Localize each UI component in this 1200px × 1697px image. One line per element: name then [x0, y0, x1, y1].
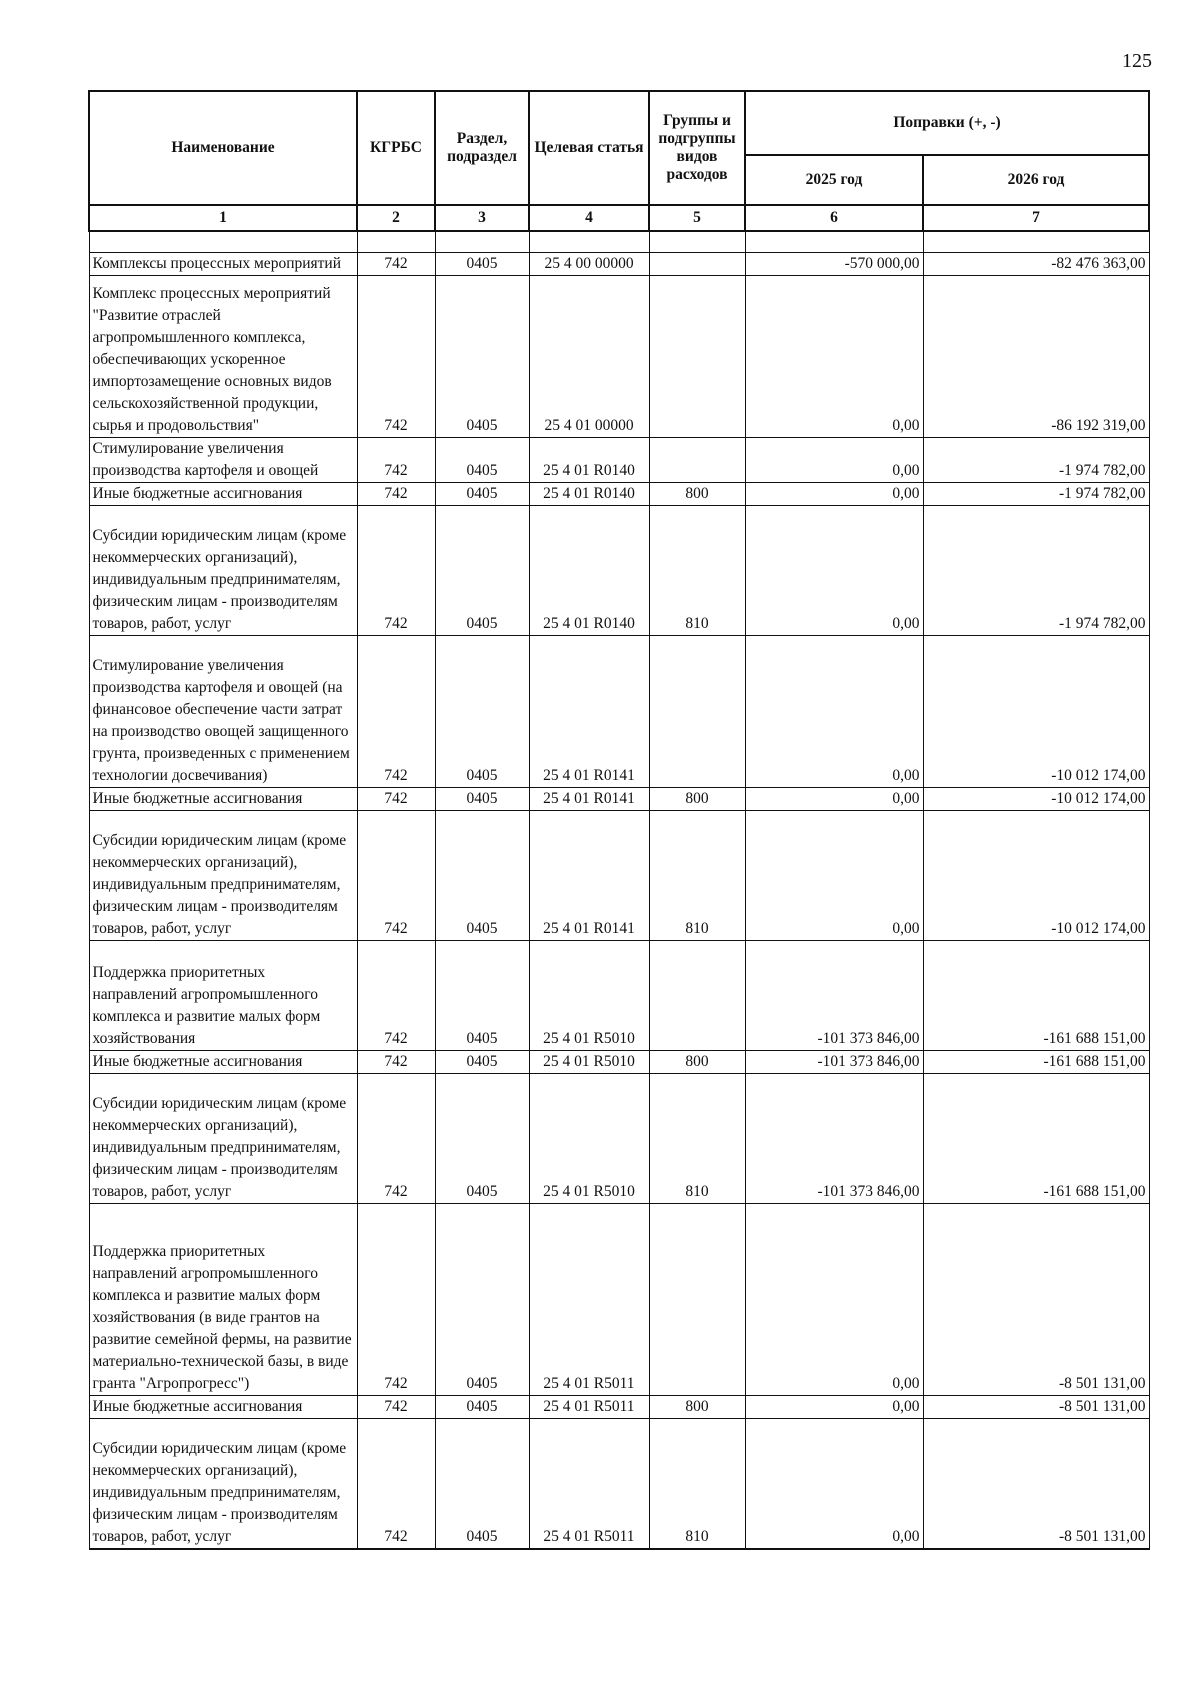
column-number: 2	[357, 205, 435, 231]
row-amendment-2026: -10 012 174,00	[923, 811, 1149, 941]
header-amendments: Поправки (+, -)	[745, 91, 1149, 155]
row-amendment-2025: 0,00	[745, 1419, 923, 1549]
row-amendment-2025: 0,00	[745, 788, 923, 811]
row-name: Стимулирование увеличения производства картофеля и овощей (на финансовое обеспечение части затрат на производство овощей защищенного грунта, произведенных с применением технологии досвечивания)	[89, 636, 357, 788]
row-kgrbs: 742	[357, 438, 435, 483]
table-row	[89, 941, 1149, 1051]
row-section: 0405	[435, 1419, 529, 1549]
row-amendment-2026: -161 688 151,00	[923, 1051, 1149, 1074]
row-kgrbs: 742	[357, 1204, 435, 1396]
row-amendment-2026: -1 974 782,00	[923, 506, 1149, 636]
row-kgrbs: 742	[357, 1074, 435, 1204]
row-amendment-2026: -161 688 151,00	[923, 941, 1149, 1051]
row-amendment-2025: -101 373 846,00	[745, 1074, 923, 1204]
row-section: 0405	[435, 811, 529, 941]
row-target-article: 25 4 01 R5011	[529, 1204, 649, 1396]
row-amendment-2026: -161 688 151,00	[923, 1074, 1149, 1204]
row-kgrbs: 742	[357, 1051, 435, 1074]
row-section: 0405	[435, 788, 529, 811]
column-number: 7	[923, 205, 1149, 231]
table-row	[89, 1396, 1149, 1419]
row-name: Иные бюджетные ассигнования	[89, 788, 357, 811]
row-target-article: 25 4 01 R5011	[529, 1419, 649, 1549]
row-target-article: 25 4 01 R5010	[529, 1051, 649, 1074]
row-kgrbs: 742	[357, 253, 435, 276]
row-section: 0405	[435, 506, 529, 636]
table-row	[89, 253, 1149, 276]
table-row	[89, 276, 1149, 438]
row-kgrbs: 742	[357, 788, 435, 811]
row-expense-group: 810	[649, 811, 745, 941]
row-section: 0405	[435, 636, 529, 788]
row-amendment-2026: -10 012 174,00	[923, 788, 1149, 811]
row-amendment-2025: -101 373 846,00	[745, 941, 923, 1051]
row-kgrbs: 742	[357, 483, 435, 506]
row-expense-group: 800	[649, 788, 745, 811]
row-section: 0405	[435, 1074, 529, 1204]
row-section: 0405	[435, 1396, 529, 1419]
row-expense-group	[649, 636, 745, 788]
row-amendment-2025: -101 373 846,00	[745, 1051, 923, 1074]
page-number: 125	[1122, 50, 1152, 72]
row-amendment-2025: 0,00	[745, 506, 923, 636]
row-target-article: 25 4 01 R0141	[529, 811, 649, 941]
row-target-article: 25 4 01 R5010	[529, 941, 649, 1051]
row-expense-group: 800	[649, 1051, 745, 1074]
row-amendment-2026: -10 012 174,00	[923, 636, 1149, 788]
row-name: Иные бюджетные ассигнования	[89, 1051, 357, 1074]
table-row	[89, 506, 1149, 636]
budget-amendments-table	[88, 90, 1150, 1550]
table-row	[89, 811, 1149, 941]
row-expense-group	[649, 1204, 745, 1396]
row-amendment-2025: -570 000,00	[745, 253, 923, 276]
column-number: 5	[649, 205, 745, 231]
row-name: Субсидии юридическим лицам (кроме некоммерческих организаций), индивидуальным предпринимателям, физическим лицам - производителям товаров, работ, услуг	[89, 506, 357, 636]
row-section: 0405	[435, 941, 529, 1051]
row-kgrbs: 742	[357, 941, 435, 1051]
header-name: Наименование	[89, 91, 357, 205]
table-body	[89, 231, 1149, 1549]
row-name: Стимулирование увеличения производства картофеля и овощей	[89, 438, 357, 483]
table-row	[89, 1419, 1149, 1549]
row-amendment-2026: -86 192 319,00	[923, 276, 1149, 438]
row-expense-group	[649, 438, 745, 483]
row-section: 0405	[435, 483, 529, 506]
column-number: 1	[89, 205, 357, 231]
row-target-article: 25 4 00 00000	[529, 253, 649, 276]
table-row	[89, 483, 1149, 506]
row-name: Иные бюджетные ассигнования	[89, 1396, 357, 1419]
header-groups: Группы и подгруппы видов расходов	[649, 91, 745, 205]
row-target-article: 25 4 01 R0141	[529, 788, 649, 811]
row-expense-group: 810	[649, 506, 745, 636]
row-kgrbs: 742	[357, 1396, 435, 1419]
row-kgrbs: 742	[357, 811, 435, 941]
row-amendment-2026: -1 974 782,00	[923, 438, 1149, 483]
row-kgrbs: 742	[357, 636, 435, 788]
row-name: Субсидии юридическим лицам (кроме некоммерческих организаций), индивидуальным предпринимателям, физическим лицам - производителям товаров, работ, услуг	[89, 811, 357, 941]
row-expense-group: 800	[649, 1396, 745, 1419]
header-target: Целевая статья	[529, 91, 649, 205]
row-target-article: 25 4 01 R0140	[529, 438, 649, 483]
row-expense-group: 810	[649, 1074, 745, 1204]
row-amendment-2026: -8 501 131,00	[923, 1204, 1149, 1396]
table-row	[89, 438, 1149, 483]
row-target-article: 25 4 01 R0141	[529, 636, 649, 788]
row-amendment-2025: 0,00	[745, 483, 923, 506]
column-number: 4	[529, 205, 649, 231]
row-name: Субсидии юридическим лицам (кроме некоммерческих организаций), индивидуальным предпринимателям, физическим лицам - производителям товаров, работ, услуг	[89, 1074, 357, 1204]
row-name: Иные бюджетные ассигнования	[89, 483, 357, 506]
row-section: 0405	[435, 1051, 529, 1074]
table-row	[89, 788, 1149, 811]
row-target-article: 25 4 01 R5010	[529, 1074, 649, 1204]
row-section: 0405	[435, 438, 529, 483]
row-name: Комплексы процессных мероприятий	[89, 253, 357, 276]
row-amendment-2025: 0,00	[745, 1204, 923, 1396]
row-target-article: 25 4 01 R0140	[529, 483, 649, 506]
row-name: Комплекс процессных мероприятий "Развитие отраслей агропромышленного комплекса, обеспечивающих ускоренное импортозамещение основных видов сельскохозяйственной продукции, сырья и продовольствия"	[89, 276, 357, 438]
row-amendment-2026: -8 501 131,00	[923, 1419, 1149, 1549]
row-kgrbs: 742	[357, 506, 435, 636]
row-expense-group: 800	[649, 483, 745, 506]
row-amendment-2025: 0,00	[745, 811, 923, 941]
row-expense-group	[649, 253, 745, 276]
row-section: 0405	[435, 276, 529, 438]
row-amendment-2025: 0,00	[745, 276, 923, 438]
spacer-row	[89, 231, 1149, 253]
row-amendment-2025: 0,00	[745, 636, 923, 788]
row-expense-group: 810	[649, 1419, 745, 1549]
header-year-2026: 2026 год	[923, 155, 1149, 205]
row-amendment-2025: 0,00	[745, 438, 923, 483]
row-expense-group	[649, 941, 745, 1051]
table-row	[89, 1074, 1149, 1204]
column-number: 6	[745, 205, 923, 231]
table-row	[89, 1051, 1149, 1074]
row-name: Субсидии юридическим лицам (кроме некоммерческих организаций), индивидуальным предпринимателям, физическим лицам - производителям товаров, работ, услуг	[89, 1419, 357, 1549]
row-amendment-2026: -82 476 363,00	[923, 253, 1149, 276]
header-kgrbs: КГРБС	[357, 91, 435, 205]
row-kgrbs: 742	[357, 1419, 435, 1549]
table-row	[89, 636, 1149, 788]
column-number: 3	[435, 205, 529, 231]
row-amendment-2026: -1 974 782,00	[923, 483, 1149, 506]
row-target-article: 25 4 01 R0140	[529, 506, 649, 636]
row-amendment-2026: -8 501 131,00	[923, 1396, 1149, 1419]
row-name: Поддержка приоритетных направлений агропромышленного комплекса и развитие малых форм хозяйствования	[89, 941, 357, 1051]
row-target-article: 25 4 01 00000	[529, 276, 649, 438]
row-amendment-2025: 0,00	[745, 1396, 923, 1419]
row-kgrbs: 742	[357, 276, 435, 438]
header-year-2025: 2025 год	[745, 155, 923, 205]
row-name: Поддержка приоритетных направлений агропромышленного комплекса и развитие малых форм хозяйствования (в виде грантов на развитие семейной фермы, на развитие материально-технической базы, в виде гранта "Агропрогресс")	[89, 1204, 357, 1396]
table-row	[89, 1204, 1149, 1396]
row-target-article: 25 4 01 R5011	[529, 1396, 649, 1419]
row-section: 0405	[435, 253, 529, 276]
header-section: Раздел, подраздел	[435, 91, 529, 205]
row-section: 0405	[435, 1204, 529, 1396]
row-expense-group	[649, 276, 745, 438]
